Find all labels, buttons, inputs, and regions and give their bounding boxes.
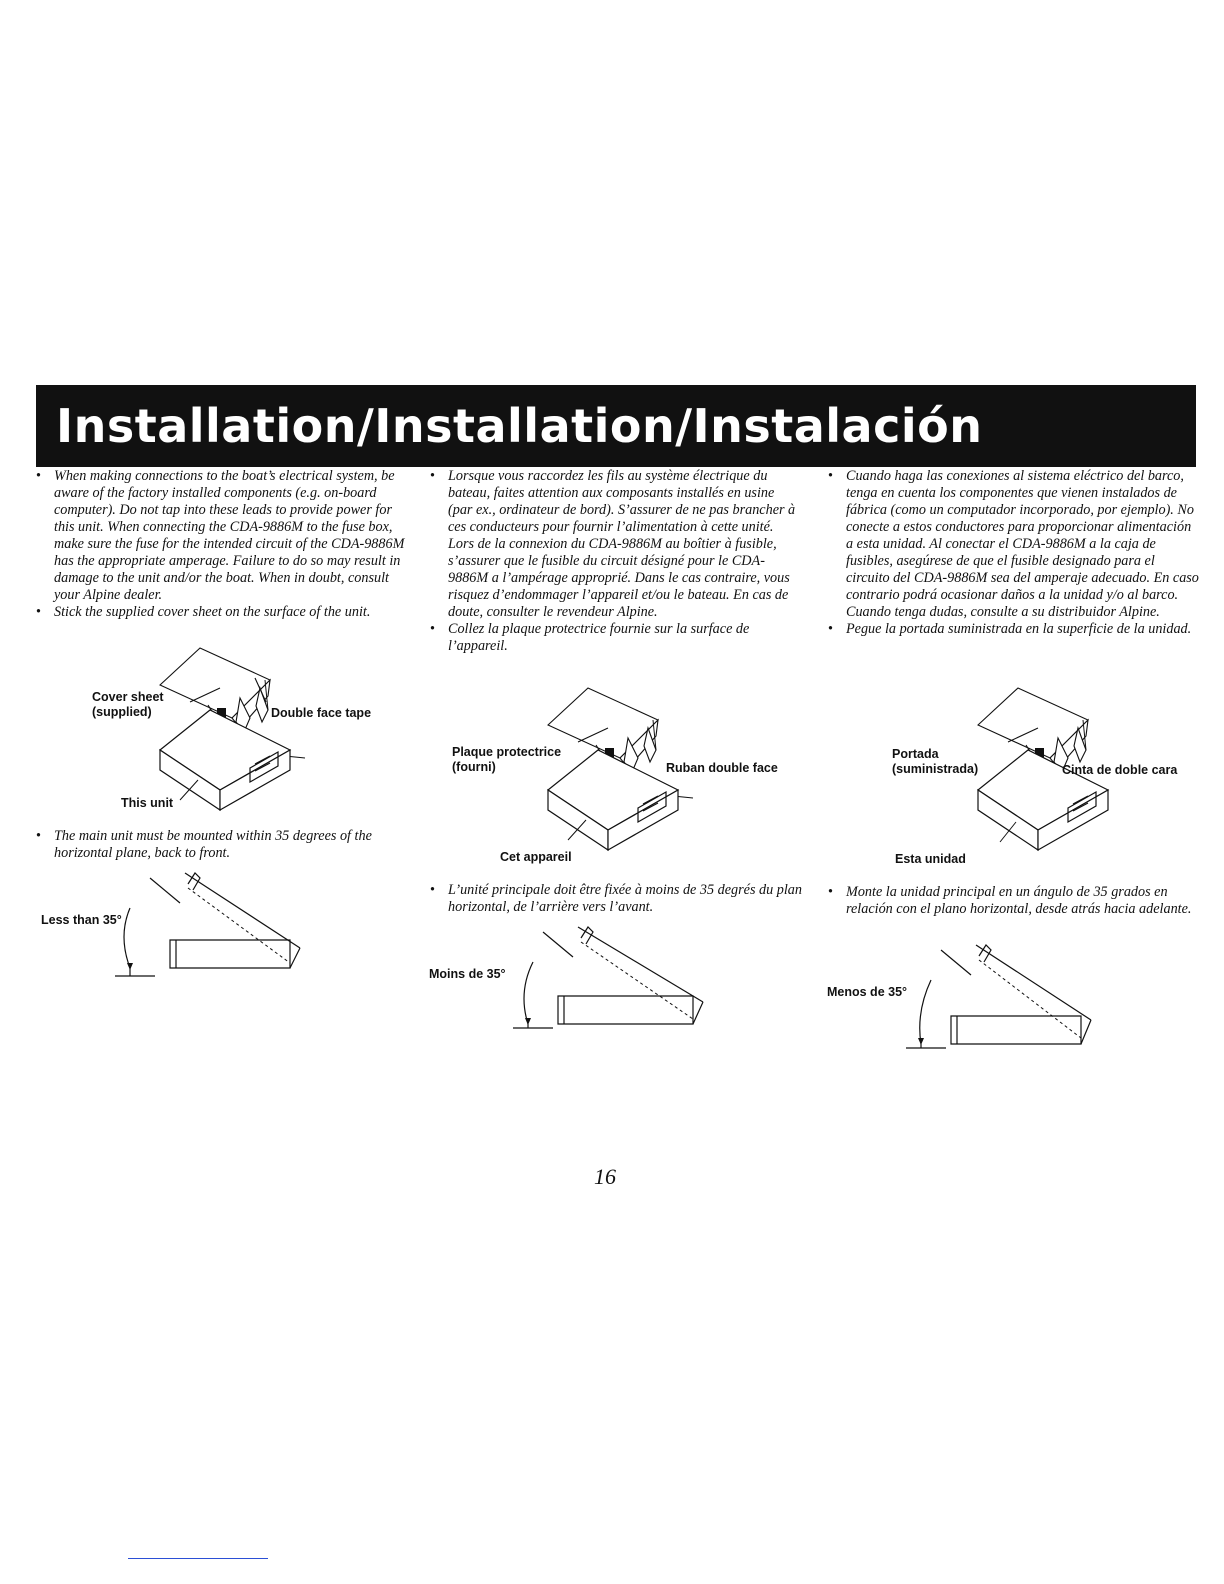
- tape-label: Cinta de doble cara: [1062, 763, 1178, 777]
- instruction-angle: • Monte la unidad principal en un ángulo de 35 grados en relación con el plano horizontal, desde atrás hacia adelante.: [828, 884, 1200, 918]
- cover-sheet-diagram-english: [90, 640, 410, 820]
- unit-label: This unit: [121, 796, 174, 810]
- instruction-wiring: • When making connections to the boat’s electrical system, be aware of the factory installed components (e.g. on-board computer). Do not tap into these leads to provide power for this unit. When connecting the CDA-9886M to the fuse box, make sure the fuse for the intended circuit of the CDA-9886M has the appropriate amperage. Failure to do so may result in damage to the unit and/or the boat. When in doubt, consult your Alpine dealer.: [36, 468, 408, 604]
- column-english-angle: [36, 828, 408, 862]
- cover-sheet-label: [452, 745, 561, 775]
- angle-label: Moins de 35°: [429, 967, 506, 981]
- instruction-angle: • L’unité principale doit être fixée à moins de 35 degrés du plan horizontal, de l’arrière vers l’avant.: [430, 882, 802, 916]
- instruction-wiring: • Cuando haga las conexiones al sistema eléctrico del barco, tenga en cuenta los componentes que vienen instalados de fábrica (como un computador incorporado, por ejemplo). No conecte a estos conductores para proporcionar alimentación a esta unidad. Al conectar el CDA-9886M a la caja de fusibles, asegúrese de que el fusible designado para el circuito del CDA-9886M sea del amperaje adecuado. En caso contrario podrá ocasionar daños a la unidad y/o al barco. Cuando tenga dudas, consulte a su distribuidor Alpine.: [828, 468, 1200, 621]
- cover-sheet-diagram-spanish: [890, 680, 1190, 870]
- angle-instruction-list: [430, 882, 802, 916]
- cover-sheet-label-line1: Cover sheet: [92, 690, 164, 704]
- instruction-cover-sheet: • Pegue la portada suministrada en la superficie de la unidad.: [828, 621, 1200, 638]
- unit-label: Esta unidad: [895, 852, 966, 866]
- cover-sheet-label-line1: Portada: [892, 747, 939, 761]
- title-banner: [36, 385, 1196, 467]
- angle-diagram-spanish: [826, 940, 1126, 1052]
- cover-sheet-label: [892, 747, 978, 777]
- cover-sheet-label: [92, 690, 164, 720]
- column-spanish: [828, 468, 1200, 638]
- cover-sheet-label-line2: (suministrada): [892, 762, 979, 776]
- column-french: [430, 468, 802, 655]
- angle-diagram-french: [428, 922, 728, 1032]
- angle-label: Less than 35°: [41, 913, 122, 927]
- instruction-angle: • The main unit must be mounted within 35 degrees of the horizontal plane, back to front.: [36, 828, 408, 862]
- instruction-list: [828, 468, 1200, 638]
- cover-sheet-label-line2: (fourni): [452, 760, 496, 774]
- angle-instruction-list: [36, 828, 408, 862]
- angle-diagram-english: [40, 868, 340, 978]
- column-french-angle: [430, 882, 802, 916]
- instruction-cover-sheet: • Collez la plaque protectrice fournie sur la surface de l’appareil.: [430, 621, 802, 655]
- column-english: [36, 468, 408, 621]
- cover-sheet-label-line2: (supplied): [92, 705, 152, 719]
- page-number: 16: [594, 1164, 616, 1189]
- instruction-list: [430, 468, 802, 655]
- page-title: Installation/Installation/Instalación: [56, 399, 983, 453]
- tape-label: Ruban double face: [666, 761, 778, 775]
- cover-sheet-label-line1: Plaque protectrice: [452, 745, 562, 759]
- instruction-wiring: • Lorsque vous raccordez les fils au système électrique du bateau, faites attention aux composants installés en usine (par ex., ordinateur de bord). S’assurer de ne pas brancher à ces conducteurs pour fournir l’alimentation à cette unité. Lors de la connexion du CDA-9886M au boîtier à fusible, s’assurer que le fusible du circuit désigné pour le CDA-9886M a l’ampérage approprié. Dans le cas contraire, vous risquez d’endommager l’appareil et/ou le bateau. En cas de doute, consulter le revendeur Alpine.: [430, 468, 802, 621]
- unit-label: Cet appareil: [500, 850, 572, 864]
- footer-rule: [128, 1558, 268, 1559]
- angle-instruction-list: [828, 884, 1200, 918]
- cover-sheet-diagram-french: [448, 680, 788, 870]
- instruction-list: [36, 468, 408, 621]
- column-spanish-angle: [828, 884, 1200, 918]
- angle-label: Menos de 35°: [827, 985, 908, 999]
- tape-label: Double face tape: [271, 706, 372, 720]
- instruction-cover-sheet: • Stick the supplied cover sheet on the surface of the unit.: [36, 604, 408, 621]
- cover-sheet-illustration: [90, 640, 410, 820]
